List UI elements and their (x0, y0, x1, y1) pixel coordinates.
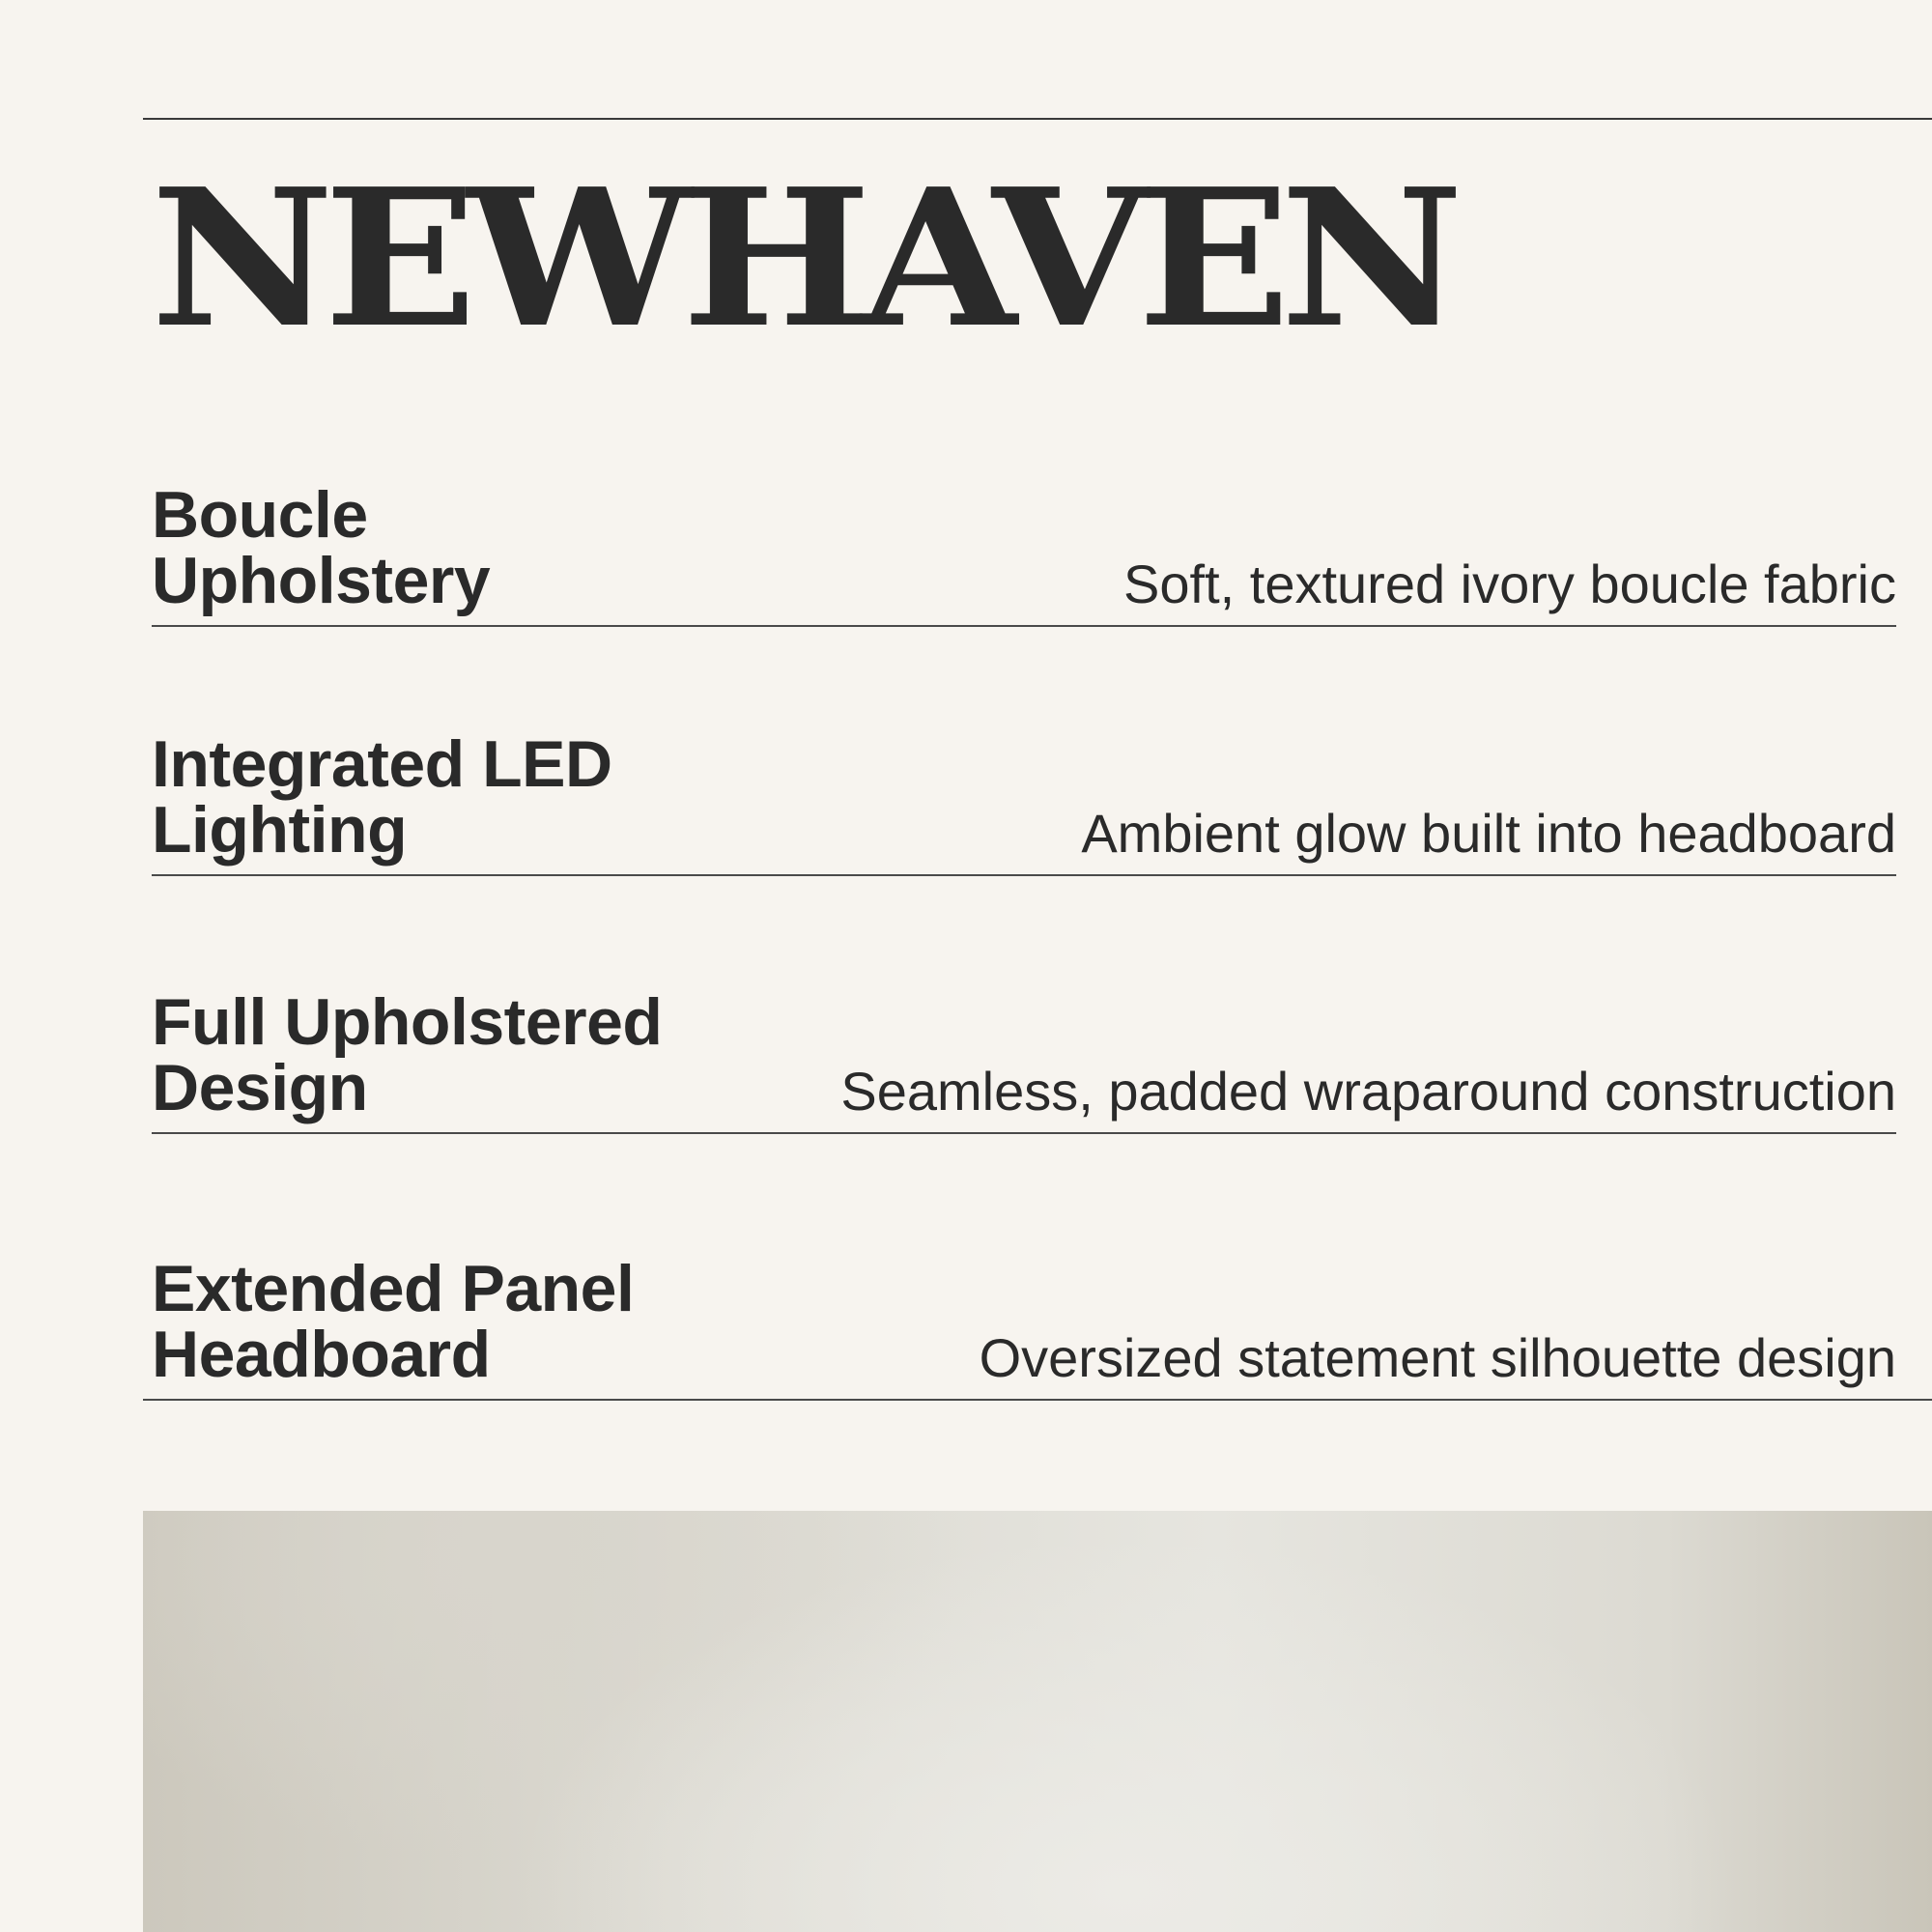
feature-name-line: Lighting (152, 793, 408, 867)
feature-description: Oversized statement silhouette design (979, 1327, 1896, 1388)
feature-name (152, 478, 1021, 617)
feature-row (152, 971, 1896, 1134)
feature-name (152, 1252, 1021, 1391)
feature-name-line: Boucle (152, 478, 368, 552)
feature-row (143, 1236, 1932, 1401)
feature-description: Ambient glow built into headboard (1081, 803, 1896, 864)
feature-name (152, 727, 1021, 867)
brand-title: NEWHAVEN (151, 148, 1454, 370)
product-photo (143, 1511, 1932, 1932)
feature-name-line: Integrated LED (152, 727, 612, 801)
feature-name-line: Headboard (152, 1318, 491, 1391)
feature-row (152, 464, 1896, 627)
top-divider (143, 118, 1932, 120)
feature-description: Seamless, padded wraparound construction (840, 1061, 1896, 1122)
feature-name-line: Full Upholstered (152, 985, 663, 1059)
feature-row (152, 715, 1896, 876)
feature-name-line: Extended Panel (152, 1252, 635, 1325)
feature-name-line: Upholstery (152, 544, 491, 617)
feature-name-line: Design (152, 1051, 368, 1124)
feature-description: Soft, textured ivory boucle fabric (1123, 554, 1896, 614)
